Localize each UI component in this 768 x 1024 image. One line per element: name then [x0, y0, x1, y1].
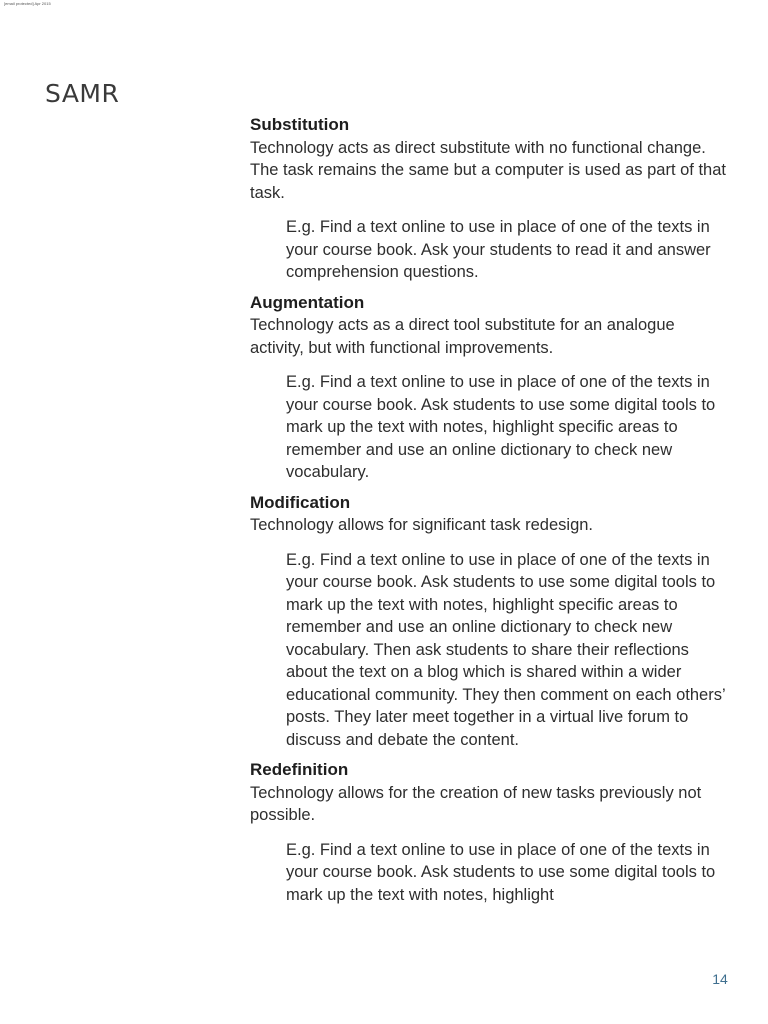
section-description: Technology allows for the creation of new tasks previously not possible.	[250, 783, 702, 824]
section-heading: Augmentation	[250, 292, 365, 312]
section-redefinition	[250, 759, 728, 906]
section-description: Technology acts as direct substitute with no functional change. The task remains the same but a computer is used as part of that task.	[250, 138, 726, 202]
page-title: SAMR	[45, 79, 120, 108]
section-modification	[250, 492, 728, 752]
section-example: E.g. Find a text online to use in place of one of the texts in your course book. Ask your students to read it and answer comprehension questions.	[286, 218, 711, 281]
section-example: E.g. Find a text online to use in place of one of the texts in your course book. Ask students to use some digital tools to mark up the text with notes, highlight	[286, 840, 716, 904]
section-example: E.g. Find a text online to use in place of one of the texts in your course book. Ask students to use some digital tools to mark up the text with notes, highlight specific areas to remember and use an online dictionary to check new vocabulary.	[286, 373, 716, 481]
section-substitution	[250, 114, 728, 284]
section-heading: Substitution	[250, 115, 350, 134]
document-meta-header: [email protected] Apr 2015	[4, 1, 51, 6]
section-description: Technology allows for significant task redesign.	[250, 516, 594, 534]
section-augmentation	[250, 292, 728, 484]
document-content	[250, 114, 728, 914]
section-description: Technology acts as a direct tool substitute for an analogue activity, but with functional improvements.	[250, 316, 675, 357]
page-number: 14	[712, 971, 728, 987]
section-heading: Modification	[250, 492, 351, 512]
section-heading: Redefinition	[250, 760, 349, 779]
section-example: E.g. Find a text online to use in place of one of the texts in your course book. Ask students to use some digital tools to mark up the text with notes, highlight specific areas to remember and use an online dictionary to check new vocabulary. Then ask students to share their reflections about the text on a blog which is shared within a wider educational community. They then comment on each others’ posts. They later meet together in a virtual live forum to discuss and debate the content.	[286, 550, 726, 749]
